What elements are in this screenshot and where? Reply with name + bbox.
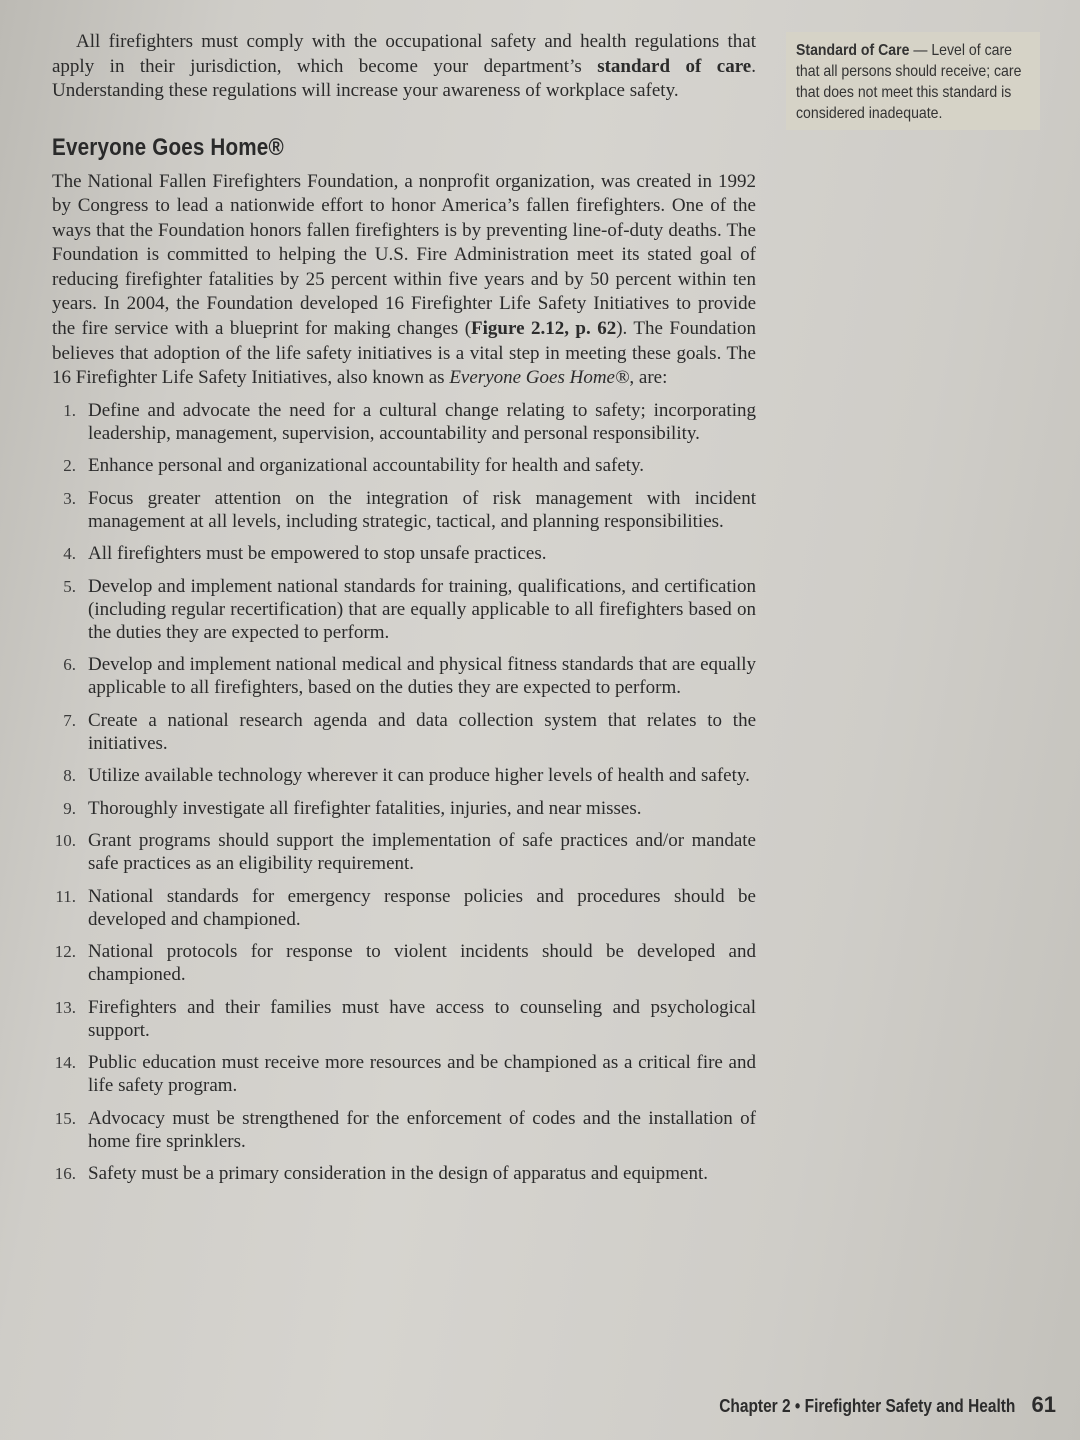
- initiative-text: National protocols for response to violent incidents should be developed and championed.: [88, 941, 756, 986]
- glossary-sidebar: [786, 32, 1040, 130]
- initiative-text: Advocacy must be strengthened for the enforcement of codes and the installation of home fire sprinklers.: [88, 1107, 756, 1152]
- section-paragraph: [52, 170, 756, 391]
- initiative-item: [52, 487, 756, 533]
- initiative-item: [52, 454, 756, 477]
- initiative-text: Utilize available technology wherever it can produce higher levels of health and safety.: [88, 765, 750, 787]
- intro-bold-term: standard of care: [597, 55, 752, 77]
- initiative-item: [52, 653, 756, 699]
- initiative-text: Public education must receive more resources and be championed as a critical fire and life safety program.: [88, 1052, 756, 1097]
- para-part-3: , are:: [629, 367, 668, 389]
- initiative-number: 13.: [54, 997, 76, 1017]
- para-part-2: ). The Foundation believes that adoption of the life safety initiatives is a vital step in meeting these goals. The 16 Firefighter Life Safety Initiatives, also known as: [52, 318, 756, 389]
- initiative-text: National standards for emergency response policies and procedures should be developed and championed.: [88, 885, 756, 930]
- para-italic-title: Everyone Goes Home®: [449, 367, 630, 389]
- initiative-item: [52, 1162, 756, 1185]
- intro-text-start: All firefighters must comply with the occupational safety and health regulations that apply in their jurisdiction, which become your department’s: [52, 31, 756, 77]
- initiative-item: [52, 885, 756, 931]
- page-number: 61: [1031, 1392, 1056, 1417]
- initiative-number: 8.: [63, 766, 76, 786]
- initiative-number: 9.: [63, 798, 76, 818]
- intro-text-end: . Understanding these regulations will increase your awareness of workplace safety.: [52, 55, 756, 101]
- initiative-text: Firefighters and their families must have access to counseling and psychological support.: [88, 996, 756, 1041]
- figure-reference: Figure 2.12, p. 62: [471, 318, 617, 340]
- initiative-text: Create a national research agenda and data collection system that relates to the initiatives.: [88, 709, 756, 754]
- page-footer: [671, 1392, 1056, 1418]
- initiative-text: Develop and implement national standards for training, qualifications, and certification (including regular recertification) that are equally applicable to all firefighters based on the duties they are expected to perform.: [88, 575, 756, 643]
- initiative-text: Safety must be a primary consideration in the design of apparatus and equipment.: [88, 1163, 708, 1185]
- main-column: [52, 30, 756, 1195]
- initiative-text: All firefighters must be empowered to stop unsafe practices.: [88, 543, 547, 565]
- initiative-item: [52, 709, 756, 755]
- initiative-item: [52, 829, 756, 875]
- initiative-item: [52, 1051, 756, 1097]
- initiative-number: 12.: [54, 942, 76, 962]
- initiative-item: [52, 542, 756, 565]
- initiative-item: [52, 1107, 756, 1153]
- initiative-number: 5.: [63, 576, 76, 596]
- initiative-number: 7.: [63, 710, 76, 730]
- initiative-number: 16.: [54, 1164, 76, 1184]
- initiative-text: Focus greater attention on the integration of risk management with incident management at all levels, including strategic, tactical, and planning responsibilities.: [88, 487, 756, 532]
- initiative-number: 10.: [54, 831, 76, 851]
- initiative-item: [52, 940, 756, 986]
- initiative-number: 4.: [63, 544, 76, 564]
- glossary-term: Standard of Care: [796, 42, 910, 59]
- initiative-text: Grant programs should support the implementation of safe practices and/or mandate safe practices as an eligibility requirement.: [88, 830, 756, 875]
- initiative-text: Develop and implement national medical and physical fitness standards that are equally applicable to all firefighters, based on the duties they are expected to perform.: [88, 654, 756, 699]
- glossary-entry: [796, 40, 1029, 124]
- initiative-text: Enhance personal and organizational accountability for health and safety.: [88, 455, 645, 477]
- initiative-number: 11.: [55, 886, 76, 906]
- initiative-item: [52, 996, 756, 1042]
- glossary-definition: — Level of care that all persons should receive; care that does not meet this standard is considered inadequate.: [796, 42, 1022, 122]
- intro-paragraph: [52, 30, 756, 104]
- initiative-item: [52, 797, 756, 820]
- para-part-1: The National Fallen Firefighters Foundation, a nonprofit organization, was created in 1992 by Congress to lead a nationwide effort to honor America’s fallen firefighters. One of the ways that the Foundation honors fallen firefighters is by preventing line-of-duty deaths. The Foundation is committed to helping the U.S. Fire Administration meet its stated goal of reducing firefighter fatalities by 25 percent within five years and by 50 percent within ten years. In 2004, the Foundation developed 16 Firefighter Life Safety Initiatives to provide the fire service with a blueprint for making changes (: [52, 170, 756, 340]
- initiative-number: 3.: [63, 488, 76, 508]
- initiative-number: 6.: [63, 655, 76, 675]
- initiative-number: 2.: [63, 456, 76, 476]
- chapter-title: Chapter 2 • Firefighter Safety and Health: [719, 1396, 1016, 1416]
- initiative-number: 14.: [54, 1053, 76, 1073]
- initiative-item: [52, 399, 756, 445]
- initiative-number: 1.: [63, 400, 76, 420]
- initiatives-list: [52, 399, 756, 1186]
- initiative-text: Define and advocate the need for a cultural change relating to safety; incorporating leadership, management, supervision, accountability and personal responsibility.: [88, 399, 756, 444]
- initiative-item: [52, 764, 756, 787]
- initiative-number: 15.: [54, 1108, 76, 1128]
- initiative-text: Thoroughly investigate all firefighter fatalities, injuries, and near misses.: [88, 797, 642, 819]
- initiative-item: [52, 575, 756, 644]
- section-title: Everyone Goes Home®: [52, 133, 284, 161]
